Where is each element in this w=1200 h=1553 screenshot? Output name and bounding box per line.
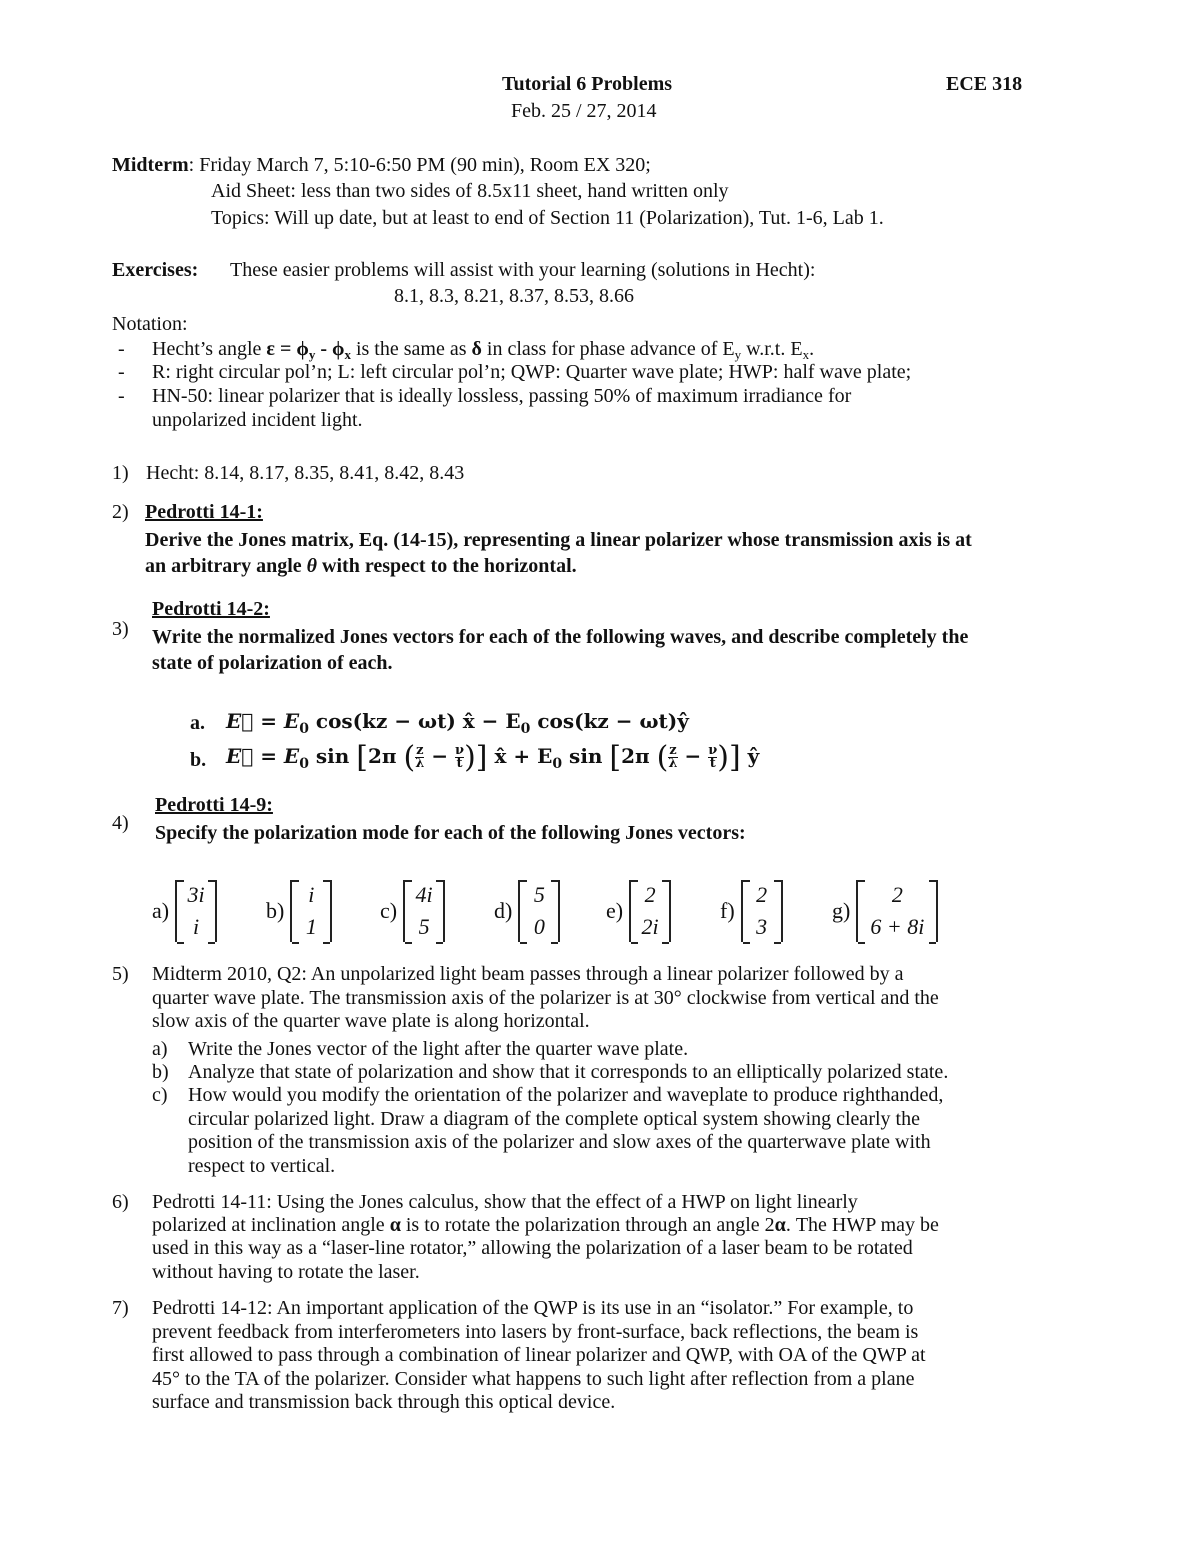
notation-bullet: - [118,338,125,360]
problem-3-line-2: state of polarization of each. [152,652,393,674]
jones-vector-a: a) 3i i [152,880,217,942]
problem-5c-line-3: position of the transmission axis of the polarizer and slow axes of the quarterwave plate with [188,1131,931,1153]
problem-5-line-2: quarter wave plate. The transmission axis of the polarizer is at 30° clockwise from vertical and the [152,987,939,1009]
problem-3-title: Pedrotti 14-2: [152,598,270,620]
exercises-list: 8.1, 8.3, 8.21, 8.37, 8.53, 8.66 [394,285,634,307]
problem-6-line-2: polarized at inclination angle α is to rotate the polarization through an angle 2α. The HWP may be [152,1214,939,1236]
equation-a: E⃗ = $E_0$ cos(kz − ωt) x̂ − $E_0$ cos(kz − ωt)ŷ [226,709,689,737]
problem-4-number: 4) [112,812,129,834]
jones-vector-b: b) i 1 [266,880,332,942]
exercises-label: Exercises: [112,259,199,281]
equation-a-label: a. [190,712,205,734]
page-date: Feb. 25 / 27, 2014 [511,100,657,122]
problem-5-line-3: slow axis of the quarter wave plate is along horizontal. [152,1010,590,1032]
problem-5c-line-2: circular polarized light. Draw a diagram of the complete optical system showing clearly the [188,1108,920,1130]
notation-bullet: - [118,385,125,407]
problem-6-line-1: Pedrotti 14-11: Using the Jones calculus, show that the effect of a HWP on light linearly [152,1191,858,1213]
problem-5a-text: Write the Jones vector of the light after the quarter wave plate. [188,1038,689,1060]
midterm-details: : Friday March 7, 5:10-6:50 PM (90 min), Room EX 320; [188,154,651,176]
problem-2-line-2: an arbitrary angle θ with respect to the horizontal. [145,555,577,577]
notation-item-3: HN-50: linear polarizer that is ideally lossless, passing 50% of maximum irradiance for [152,385,852,407]
equation-b: E⃗ = $E_0$ sin [2π ( $\frac{z}{\lambda}$ − $\frac{\nu}{t}$ )] x̂ + $E_0$ sin [2π ( $\frac{z}{\lambda}$ − $\frac{\nu}{t}$ )] ŷ [226,740,760,775]
problem-5b-text: Analyze that state of polarization and show that it corresponds to an elliptically polarized state. [188,1061,949,1083]
equation-b-label: b. [190,749,207,771]
jones-vector-c: c) 4i 5 [380,880,445,942]
problem-2-line-1: Derive the Jones matrix, Eq. (14-15), representing a linear polarizer whose transmission axis is at [145,529,972,551]
course-code: ECE 318 [946,73,1023,95]
aid-sheet: Aid Sheet: less than two sides of 8.5x11 sheet, hand written only [211,180,729,202]
problem-2-title: Pedrotti 14-1: [145,501,263,523]
problem-7-line-3: first allowed to pass through a combination of linear polarizer and QWP, with OA of the QWP at [152,1344,926,1366]
problem-7-number: 7) [112,1297,129,1319]
problem-5c-line-1: How would you modify the orientation of the polarizer and waveplate to produce righthanded, [188,1084,944,1106]
problem-7-line-2: prevent feedback from interferometers into lasers by front-surface, back reflections, the beam is [152,1321,919,1343]
problem-6-line-4: without having to rotate the laser. [152,1261,420,1283]
problem-1-number: 1) [112,462,129,484]
notation-item-2: R: right circular pol’n; L: left circular pol’n; QWP: Quarter wave plate; HWP: half wave plate; [152,361,912,383]
problem-5c-label: c) [152,1084,168,1106]
jones-vector-g: g) 2 6 + 8i [832,880,938,942]
jones-vector-d: d) 5 0 [494,880,560,942]
notation-item-1: Hecht’s angle $\varepsilon = \phi_y - \phi_x$ is the same as δ in class for phase advance of $E_y$ w.r.t. $E_x$. [152,338,815,362]
notation-item-3-cont: unpolarized incident light. [152,409,363,431]
problem-5c-line-4: respect to vertical. [188,1155,336,1177]
problem-5-number: 5) [112,963,129,985]
notation-label: Notation: [112,313,188,335]
problem-7-line-1: Pedrotti 14-12: An important application of the QWP is its use in an “isolator.” For example, to [152,1297,914,1319]
problem-7-line-4: 45° to the TA of the polarizer. Consider what happens to such light after reflection from a plane [152,1368,915,1390]
problem-6-line-3: used in this way as a “laser-line rotator,” allowing the polarization of a laser beam to be rotated [152,1237,913,1259]
problem-1-text: Hecht: 8.14, 8.17, 8.35, 8.41, 8.42, 8.43 [146,462,465,484]
midterm-line [112,153,651,177]
page-title: Tutorial 6 Problems [502,73,673,95]
exercises-text: These easier problems will assist with your learning (solutions in Hecht): [230,259,816,281]
midterm-label: Midterm [112,154,189,176]
problem-4-text: Specify the polarization mode for each of the following Jones vectors: [155,822,746,844]
problem-5-line-1: Midterm 2010, Q2: An unpolarized light beam passes through a linear polarizer followed by a [152,963,904,985]
problem-5b-label: b) [152,1061,169,1083]
problem-5a-label: a) [152,1038,168,1060]
problem-4-title: Pedrotti 14-9: [155,794,273,816]
jones-vector-e: e) 2 2i [606,880,671,942]
problem-3-line-1: Write the normalized Jones vectors for each of the following waves, and describe completely the [152,626,969,648]
problem-6-number: 6) [112,1191,129,1213]
problem-2-number: 2) [112,501,129,523]
jones-vector-f: f) 2 3 [720,880,783,942]
problem-3-number: 3) [112,618,129,640]
topics: Topics: Will up date, but at least to end of Section 11 (Polarization), Tut. 1-6, Lab 1. [211,207,884,229]
problem-7-line-5: surface and transmission back through this optical device. [152,1391,616,1413]
notation-bullet: - [118,361,125,383]
